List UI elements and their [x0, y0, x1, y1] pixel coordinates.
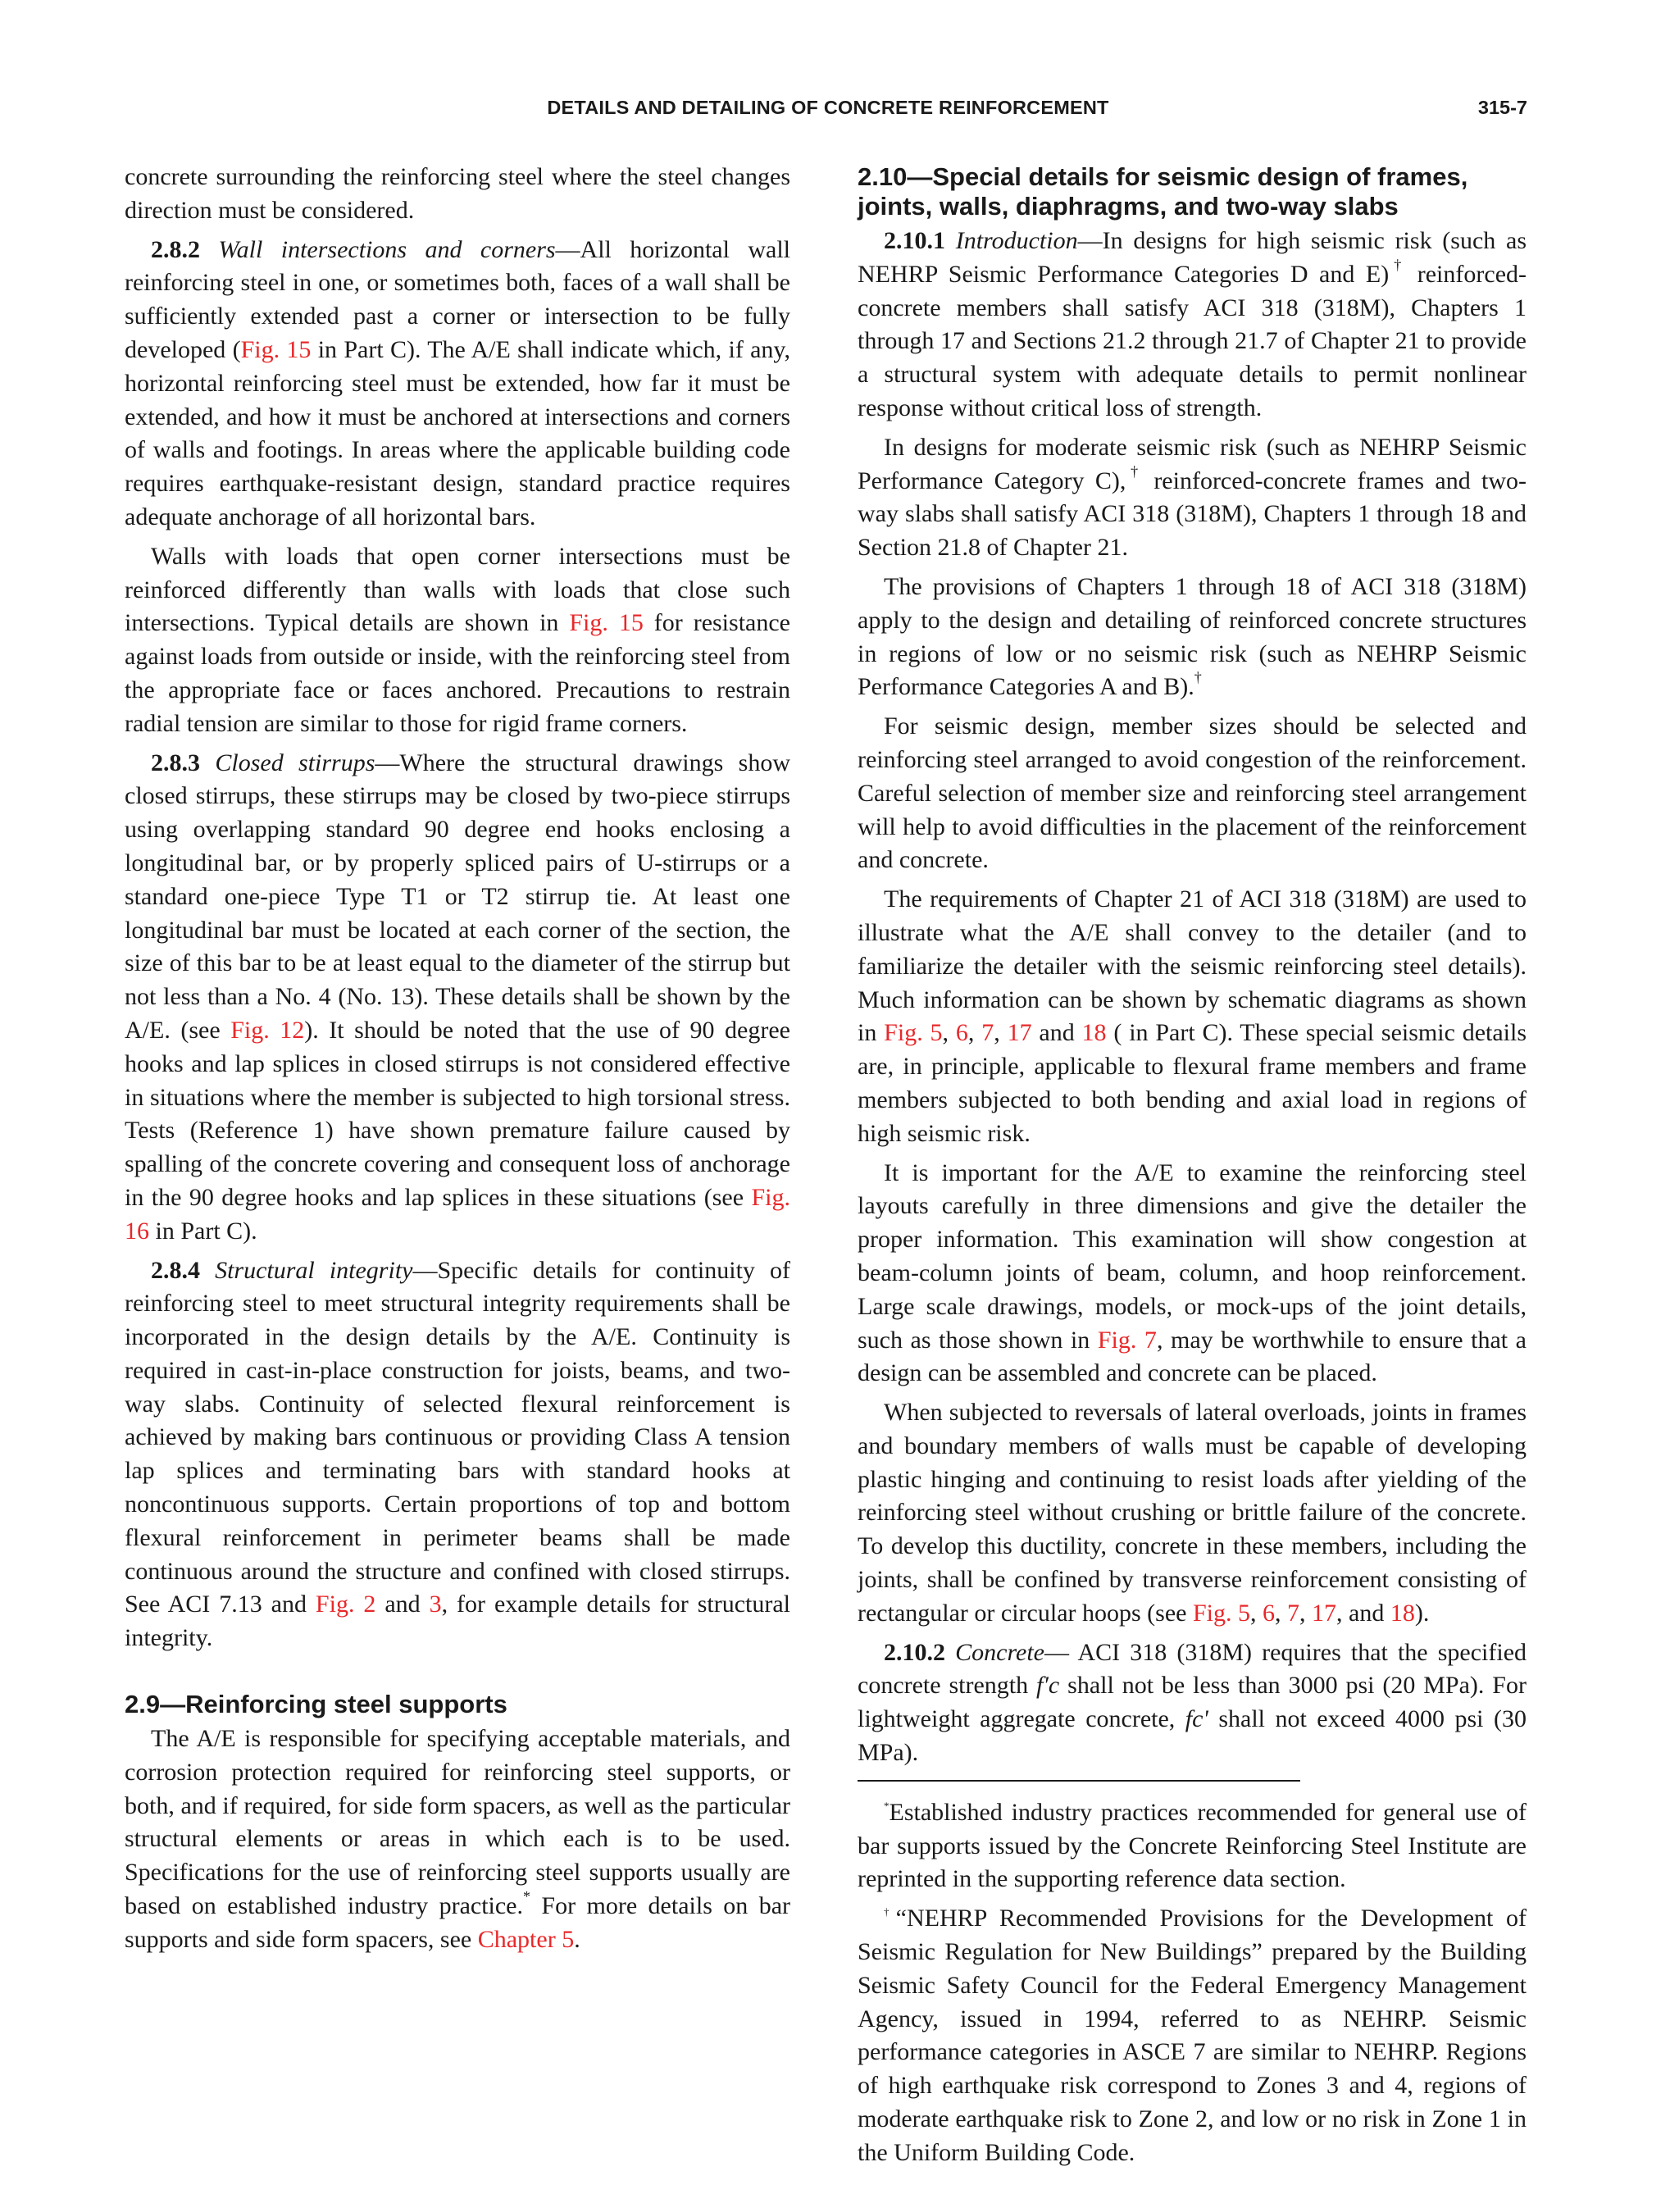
figure-link[interactable]: 17 [1312, 1599, 1337, 1627]
footnote-1: *Established industry practices recommended for general use of bar supports issued by the Concrete Reinforcing Steel Institute are reprinted in the supporting reference data section. [858, 1798, 1527, 1893]
section-2-10-2: 2.10.2 Concrete— ACI 318 (318M) requires that the specified concrete strength f′c shall not be less than 3000 psi (20 MPa). For lightweight aggregate concrete, fc' shall not exceed 4000 psi (30 MPa). [858, 1638, 1527, 1767]
figure-link[interactable]: Fig. 5 [884, 1019, 943, 1047]
figure-link[interactable]: Fig. 12 [230, 1016, 305, 1044]
section-2-9-body: The A/E is responsible for specifying acceptable materials, and corrosion protection required for reinforcing steel supports, or both, and if required, for side form spacers, as well as the particular structural elements or areas in which each is to be used. Specifications for the use of reinforcing steel supports usually are based on established industry practice.* For more details on bar supports and side form spacers, see Chapter 5. [125, 1725, 790, 1953]
footnote-marker: † [1194, 669, 1202, 686]
chapter-link[interactable]: Chapter 5 [477, 1925, 575, 1953]
figure-link[interactable]: Fig. 7 [1097, 1326, 1157, 1354]
figure-link[interactable]: 7 [1287, 1599, 1300, 1627]
figure-link[interactable]: Fig. 15 [240, 335, 312, 363]
section-number: 2.8.2 [151, 235, 200, 263]
concrete-strength-symbol: fc' [1185, 1705, 1208, 1733]
figure-link[interactable]: 17 [1007, 1019, 1032, 1047]
section-title: Wall intersections and corners [218, 235, 556, 263]
footnote-marker: † [1389, 256, 1407, 273]
paragraph-continued: concrete surrounding the reinforcing steel where the steel changes direction must be considered. [125, 163, 790, 224]
page-number: 315-7 [1477, 97, 1527, 118]
footnote-marker: * [523, 1888, 531, 1905]
figure-link[interactable]: 3 [429, 1591, 442, 1618]
paragraph-walls: Walls with loads that open corner intersections must be reinforced differently than walls with loads that close such intersections. Typical details are shown in Fig. 15 for resistance against loads from outside or inside, with the reinforcing steel from the appropriate face or faces anchored. Precautions to restrain radial tension are similar to those for rigid frame corners. [125, 542, 790, 737]
section-heading-2-9: 2.9—Reinforcing steel supports [125, 1690, 507, 1719]
figure-link[interactable]: Fig. 5 [1192, 1599, 1251, 1627]
section-title: Concrete [955, 1638, 1044, 1666]
figure-link[interactable]: 18 [1390, 1599, 1415, 1627]
right-column [858, 162, 1527, 2176]
section-2-10-1: 2.10.1 Introduction—In designs for high seismic risk (such as NEHRP Seismic Performance Categories D and E)† reinforced-concrete members shall satisfy ACI 318 (318M), Chapters 1 through 17 and Sections 21.2 through 21.7 of Chapter 21 to provide a structural system with adequate details to permit nonlinear response without critical loss of strength. [858, 227, 1527, 421]
section-number: 2.10.1 [884, 227, 945, 254]
section-title: Closed stirrups [215, 749, 375, 776]
figure-link[interactable]: 6 [1263, 1599, 1276, 1627]
figure-link[interactable]: 18 [1081, 1019, 1107, 1047]
paragraph-provisions: The provisions of Chapters 1 through 18 of ACI 318 (318M) apply to the design and detailing of reinforced concrete structures in regions of low or no seismic risk (such as NEHRP Seismic Performance Categories A and B).† [858, 572, 1527, 701]
paragraph-important: It is important for the A/E to examine the reinforcing steel layouts carefully in three dimensions and give the detailer the proper information. This examination will show congestion at beam-column joints of beam, column, and hoop reinforcement. Large scale drawings, models, or mock-ups of the joint details, such as those shown in Fig. 7, may be worthwhile to ensure that a design can be assembled and concrete can be placed. [858, 1158, 1527, 1387]
section-number: 2.10.2 [884, 1638, 945, 1666]
section-title: Structural integrity [215, 1256, 413, 1284]
footnote-marker: † [884, 1905, 896, 1918]
section-2-8-3: 2.8.3 Closed stirrups—Where the structural drawings show closed stirrups, these stirrups may be closed by two-piece stirrups using overlapping standard 90 degree end hooks enclosing a longitudinal bar, or by properly spliced pairs of U-stirrups or a standard one-piece Type T1 or T2 stirrup tie. At least one longitudinal bar must be located at each corner of the section, the size of this bar to be at least equal to the diameter of the stirrup but not less than a No. 4 (No. 13). These details shall be shown by the A/E. (see Fig. 12). It should be noted that the use of 90 degree hooks and lap splices in closed stirrups is not considered effective in situations where the member is subjected to high torsional stress. Tests (Reference 1) have shown premature failure caused by spalling of the concrete covering and consequent loss of anchorage in the 90 degree hooks and lap splices in these situations (see Fig. 16 in Part C). [125, 749, 791, 1245]
footnote-marker: † [1126, 462, 1143, 480]
figure-link[interactable]: 7 [981, 1019, 994, 1047]
figure-link[interactable]: Fig. 15 [569, 609, 644, 637]
section-2-8-2: 2.8.2 Wall intersections and corners—All horizontal wall reinforcing steel in one, or sometimes both, faces of a wall shall be sufficiently extended past a corner or intersection to be fully developed (Fig. 15 in Part C). The A/E shall indicate which, if any, horizontal reinforcing steel must be extended, how far it must be extended, and how it must be anchored at intersections and corners of walls and footings. In areas where the applicable building code requires earthquake-resistant design, standard practice requires adequate anchorage of all horizontal bars. [125, 235, 790, 530]
figure-link[interactable]: Fig. 16 [125, 1183, 790, 1245]
footnote-marker: * [884, 1799, 890, 1812]
section-number: 2.8.4 [151, 1256, 200, 1284]
paragraph-moderate-risk: In designs for moderate seismic risk (such as NEHRP Seismic Performance Category C),† reinforced-concrete frames and two-way slabs shall satisfy ACI 318 (318M), Chapters 1 through 18 and Section 21.8 of Chapter 21. [858, 433, 1527, 562]
section-2-8-4: 2.8.4 Structural integrity—Specific details for continuity of reinforcing steel to meet structural integrity requirements shall be incorporated in the design details by the A/E. Continuity is required in cast-in-place construction for joists, beams, and two-way slabs. Continuity of selected flexural reinforcement is achieved by making bars continuous or providing Class A tension lap splices and terminating bars with standard hooks at noncontinuous supports. Certain proportions of top and bottom flexural reinforcement in perimeter beams shall be made continuous around the structure and confined with closed stirrups. See ACI 7.13 and Fig. 2 and 3, for example details for structural integrity. [125, 1256, 790, 1652]
figure-link[interactable]: 6 [955, 1019, 968, 1047]
footnote-2: †“NEHRP Recommended Provisions for the Development of Seismic Regulation for New Buildings” prepared by the Building Seismic Safety Council for the Federal Emergency Management Agency, issued in 1994, referred to as NEHRP. Seismic performance categories in ASCE 7 are similar to NEHRP. Regions of high earthquake risk correspond to Zones 3 and 4, regions of moderate earthquake risk to Zone 2, and low or no risk in Zone 1 in the Uniform Building Code. [858, 1905, 1527, 2166]
footnote-divider [858, 1780, 1300, 1782]
section-heading-2-10: 2.10—Special details for seismic design of frames, joints, walls, diaphragms, and two-way slabs [858, 162, 1468, 221]
running-header-title: DETAILS AND DETAILING OF CONCRETE REINFORCEMENT [547, 97, 1109, 118]
concrete-strength-symbol: f′c [1036, 1672, 1060, 1700]
left-column [125, 161, 790, 1963]
section-number: 2.8.3 [151, 749, 200, 776]
paragraph-requirements: The requirements of Chapter 21 of ACI 318 (318M) are used to illustrate what the A/E shall convey to the detailer (and to familiarize the detailer with the seismic reinforcing steel details). Much information can be shown by schematic diagrams as shown in Fig. 5, 6, 7, 17 and 18 ( in Part C). These special seismic details are, in principle, applicable to flexural frame members and frame members subjected to both bending and axial load in regions of high seismic risk. [858, 885, 1527, 1147]
section-title: Introduction [955, 227, 1078, 254]
figure-link[interactable]: Fig. 2 [315, 1591, 376, 1618]
paragraph-reversals: When subjected to reversals of lateral overloads, joints in frames and boundary members of walls must be capable of developing plastic hinging and continuing to resist loads after yielding of the reinforcing steel without crushing or brittle failure of the concrete. To develop this ductility, concrete in these members, including the joints, shall be confined by transverse reinforcement consisting of rectangular or circular hoops (see Fig. 5, 6, 7, 17, and 18). [858, 1399, 1527, 1627]
paragraph-seismic-design: For seismic design, member sizes should be selected and reinforcing steel arranged to avoid congestion of the reinforcement. Careful selection of member size and reinforcing steel arrangement will help to avoid difficulties in the placement of the reinforcement and concrete. [858, 712, 1527, 874]
